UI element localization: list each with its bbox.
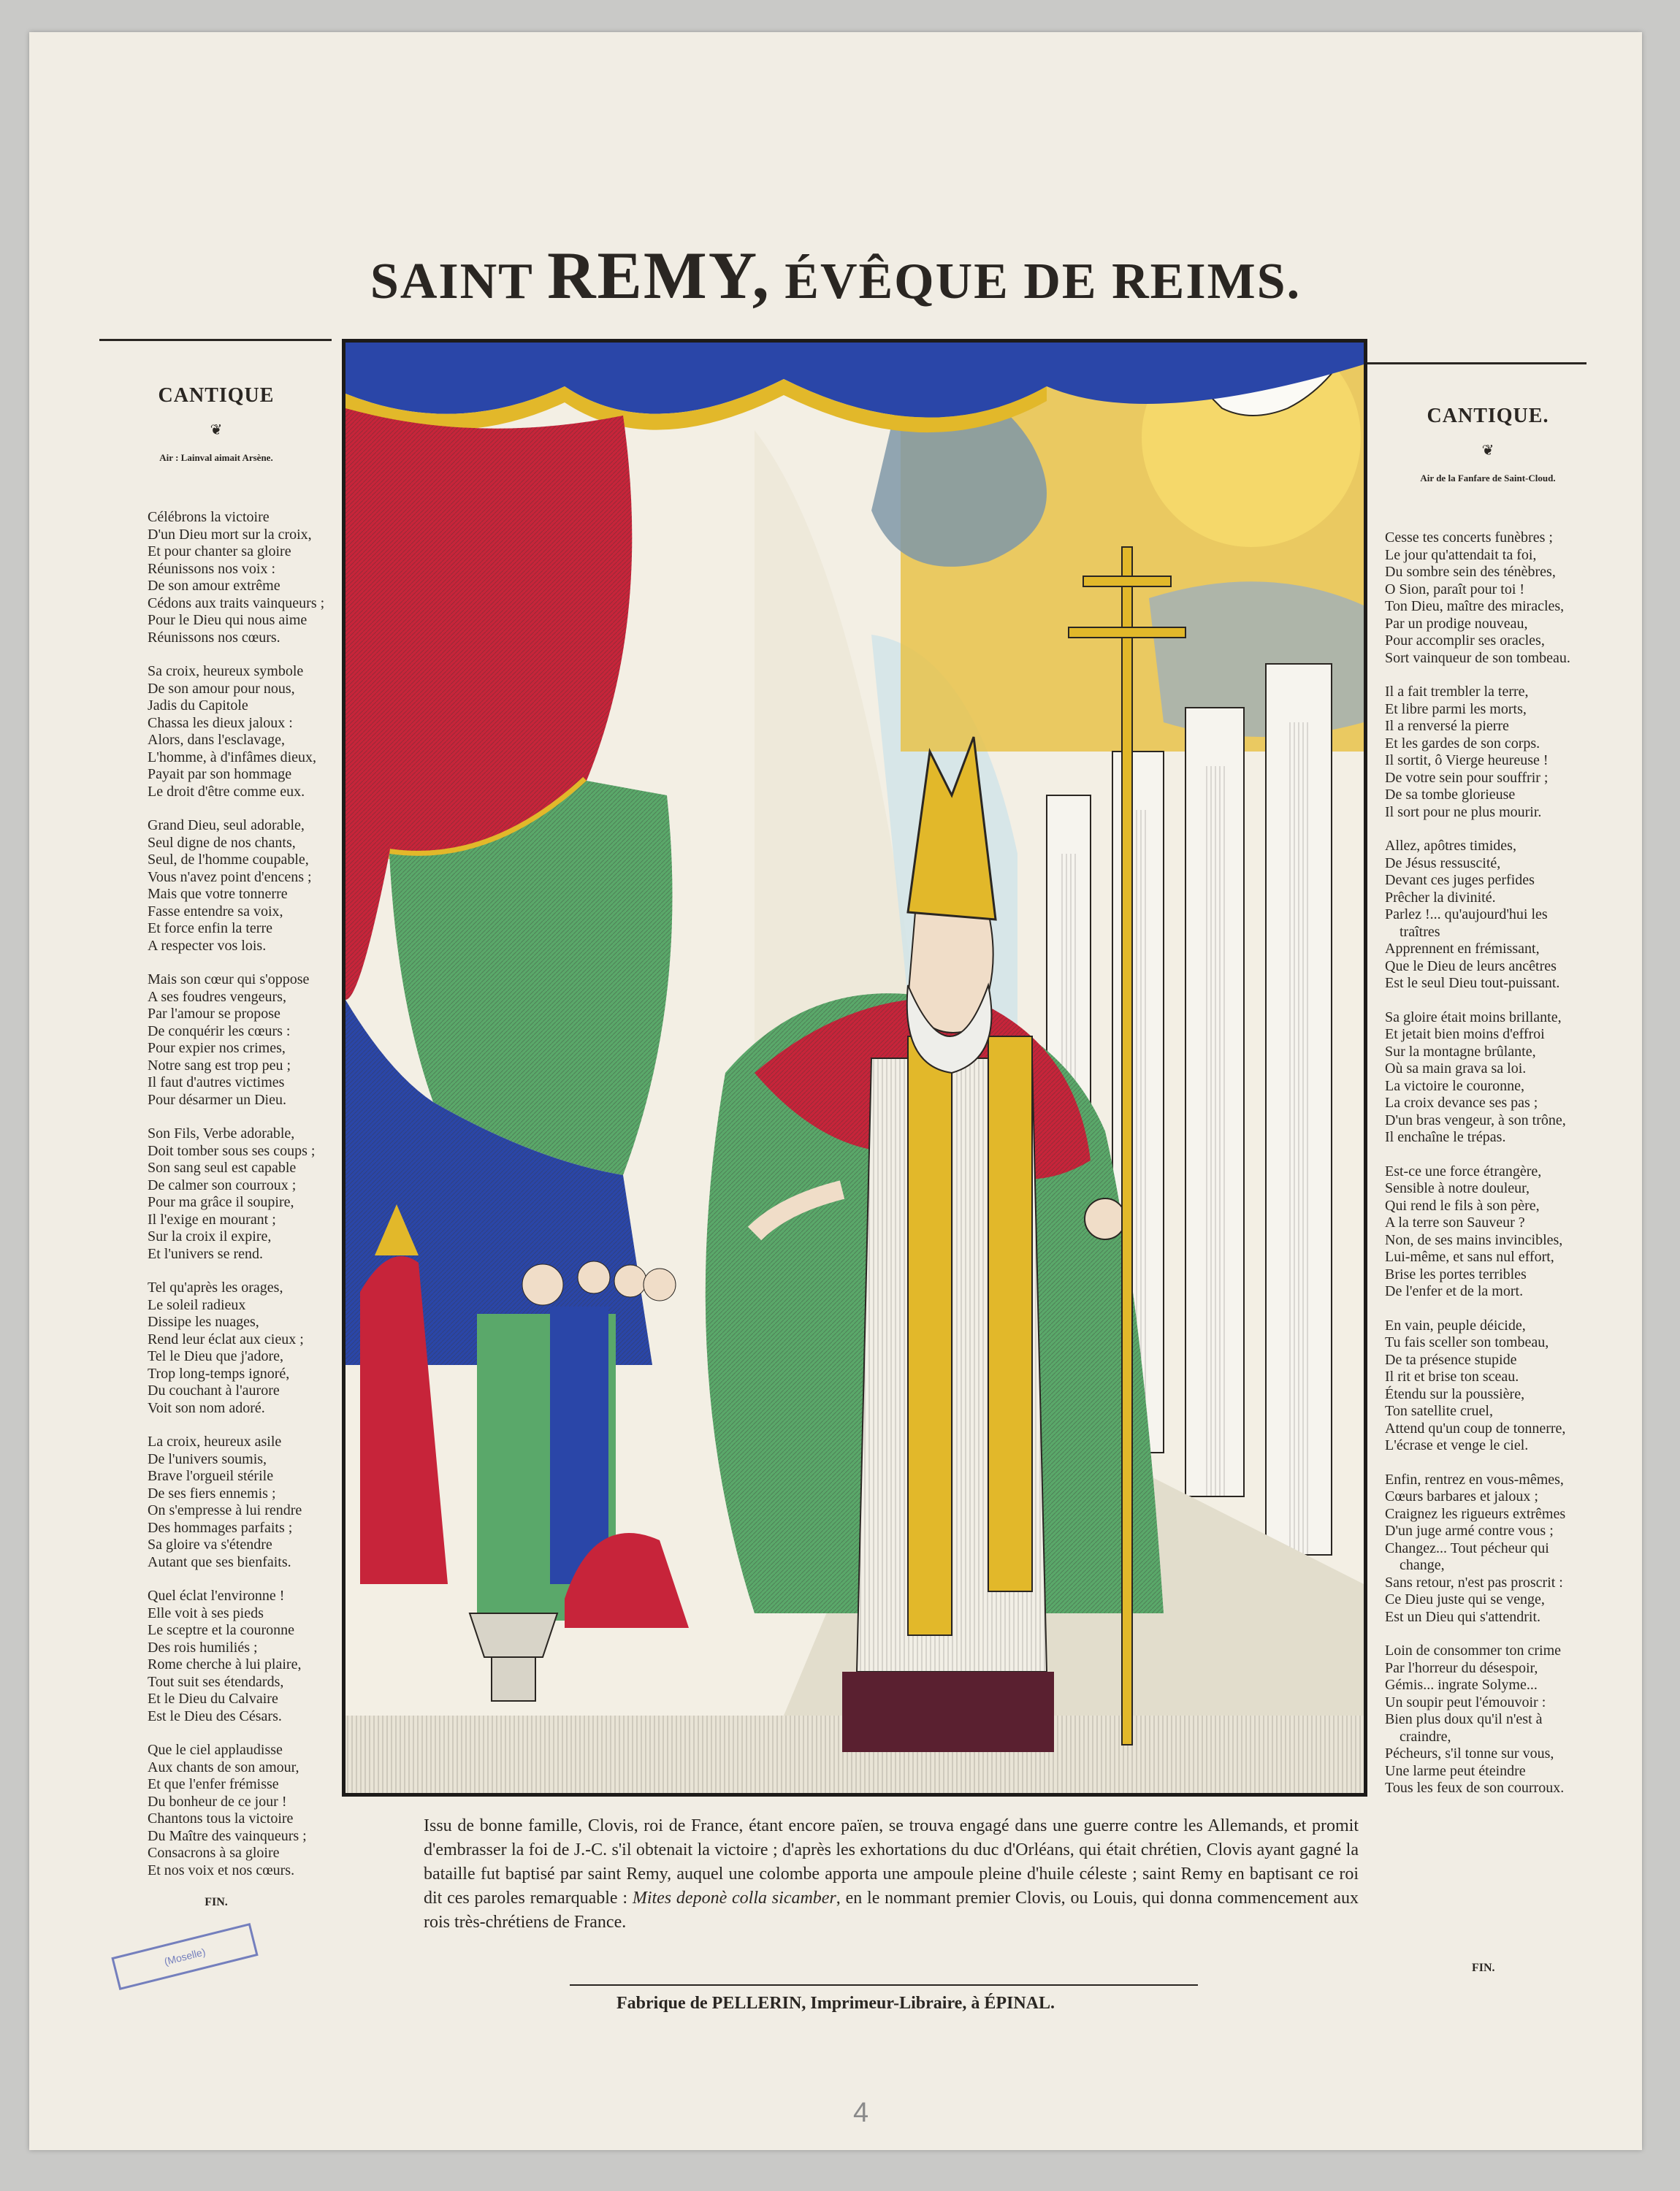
font-basin xyxy=(470,1613,557,1657)
left-stanza: Que le ciel applaudisse Aux chants de son amour, Et que l'enfer frémisse Du bonheur de ce jour ! Chantons tous la victoire Du Maître des vainqueurs ; Consacrons à sa gloire Et nos voix et nos cœurs. xyxy=(148,1742,307,1878)
left-stanza: Grand Dieu, seul adorable, Seul digne de nos chants, Seul, de l'homme coupable, Vous n'avez point d'encens ; Mais que votre tonnerre Fasse entendre sa voix, Et force enfin la terre A respecter vos lois. xyxy=(148,817,312,954)
left-cantique-heading: CANTIQUE xyxy=(158,384,275,407)
left-stanza: Mais son cœur qui s'oppose A ses foudres vengeurs, Par l'amour se propose De conquérir les cœurs : Pour expier nos crimes, Notre sang est trop peu ; Il faut d'autres victimes Pour désarmer un Dieu. xyxy=(148,971,310,1108)
right-cantique-heading: CANTIQUE. xyxy=(1427,405,1549,427)
left-ornament-icon: ❦ xyxy=(210,422,223,438)
right-stanza: Il a fait trembler la terre, Et libre parmi les morts, Il a renversé la pierre Et les gardes de son corps. Il sortit, ô Vierge heureuse ! De votre sein pour souffrir ; De sa tombe glorieuse Il sort pour ne plus mourir. xyxy=(1385,684,1549,820)
caption-latin-quote: Mites deponè colla sicamber xyxy=(632,1889,836,1908)
left-stanza: Tel qu'après les orages, Le soleil radieux Dissipe les nuages, Rend leur éclat aux cieux ; Tel le Dieu que j'adore, Trop long-temps ignoré, Du couchant à l'aurore Voit son nom adoré. xyxy=(148,1280,304,1416)
left-air-line: Air : Lainval aimait Arsène. xyxy=(159,452,273,463)
right-cantique xyxy=(1367,405,1608,1814)
engraving-illustration xyxy=(342,339,1367,1797)
left-fin: FIN. xyxy=(205,1896,228,1908)
right-ornament-icon: ❦ xyxy=(1481,443,1494,459)
left-stanza: Sa croix, heureux symbole De son amour pour nous, Jadis du Capitole Chassa les dieux jaloux : Alors, dans l'esclavage, L'homme, à d'infâmes dieux, Payait par son hommage Le droit d'être comme eux. xyxy=(148,663,317,800)
right-stanza: Enfin, rentrez en vous-mêmes, Cœurs barbares et jaloux ; Craignez les rigueurs extrêmes D'un juge armé contre vous ; Changez... Tout pécheur qui change, Sans retour, n'est pas proscrit : Ce Dieu juste qui se venge, Est un Dieu qui s'attendrit. xyxy=(1385,1471,1566,1625)
right-stanza: En vain, peuple déicide, Tu fais sceller son tombeau, De ta présence stupide Il rit et brise ton sceau. Étendu sur la poussière, Ton satellite cruel, Attend qu'un coup de tonnerre, L'écrase et venge le ciel. xyxy=(1385,1317,1566,1453)
right-stanza: Est-ce une force étrangère, Sensible à notre douleur, Qui rend le fils à son père, A la terre son Sauveur ? Non, de ses mains invincibles, Lui-même, et sans nul effort, Brise les portes terribles De l'enfer et de la mort. xyxy=(1385,1163,1563,1299)
right-stanza: Cesse tes concerts funèbres ; Le jour qu'attendait ta foi, Du sombre sein des ténèbres, O Sion, paraît pour toi ! Ton Dieu, maître des miracles, Par un prodige nouveau, Pour accomplir ses oracles, Sort vainqueur de son tombeau. xyxy=(1385,529,1570,666)
pencil-mark: 4 xyxy=(853,2098,869,2128)
right-air-line: Air de la Fanfare de Saint-Cloud. xyxy=(1420,473,1556,483)
left-stanza: Quel éclat l'environne ! Elle voit à ses pieds Le sceptre et la couronne Des rois humiliés ; Rome cherche à lui plaire, Tout suit ses étendards, Et le Dieu du Calvaire Est le Dieu des Césars. xyxy=(148,1588,302,1724)
left-stanza: Célébrons la victoire D'un Dieu mort sur la croix, Et pour chanter sa gloire Réunissons nos voix : De son amour extrême Cédons aux traits vainqueurs ; Pour le Dieu qui nous aime Réunissons nos cœurs. xyxy=(148,509,325,646)
caption-paragraph: Issu de bonne famille, Clovis, roi de France, étant encore païen, se trouva engagé dans une guerre contre les Allemands, et promit d'embrasser la foi de J.-C. s'il obtenait la victoire ; d'après les exhortations du duc d'Orléans, qui était chrétien, Clovis ayant gagné la bataille fut baptisé par saint Remy, auquel une colombe apporta une ampoule pleine d'huile céleste ; saint Remy en baptisant ce roi dit ces paroles remarquable : Mites deponè colla sicamber, en le nommant premier Clovis, ou Louis, qui donna commencement aux rois très-chrétiens de France. xyxy=(424,1816,1359,1932)
right-stanza: Loin de consommer ton crime Par l'horreur du désespoir, Gémis... ingrate Solyme... Un soupir peut l'émouvoir : Bien plus doux qu'il n'est à craindre, Pécheurs, s'il tonne sur vous, Une larme peut éteindre Tous les feux de son courroux. xyxy=(1385,1643,1565,1796)
left-stanza: La croix, heureux asile De l'univers soumis, Brave l'orgueil stérile De ses fiers ennemis ; On s'empresse à lui rendre Des hommages parfaits ; Sa gloire va s'étendre Autant que ses bienfaits. xyxy=(148,1434,302,1570)
left-cantique xyxy=(99,384,333,1909)
imprint-rule xyxy=(570,1984,1198,1986)
right-stanza: Sa gloire était moins brillante, Et jetait bien moins d'effroi Sur la montagne brûlante, Où sa main grava sa loi. La victoire le couronne, La croix devance ses pas ; D'un bras vengeur, à son trône, Il enchaîne le trépas. xyxy=(1385,1009,1566,1145)
library-stamp: (Moselle) xyxy=(111,1923,258,1990)
print-sheet xyxy=(29,32,1642,2150)
left-stanza: Son Fils, Verbe adorable, Doit tomber sous ses coups ; Son sang seul est capable De calmer son courroux ; Pour ma grâce il soupire, Il l'exige en mourant ; Sur la croix il expire, Et l'univers se rend. xyxy=(148,1125,316,1262)
left-header-rule xyxy=(99,339,332,341)
imprint-line: Fabrique de PELLERIN, Imprimeur-Libraire, à ÉPINAL. xyxy=(616,1994,1055,2013)
right-stanza: Allez, apôtres timides, De Jésus ressuscité, Devant ces juges perfides Prêcher la divinité. Parlez !... qu'aujourd'hui les traîtres Apprennent en frémissant, Que le Dieu de leurs ancêtres Est le seul Dieu tout-puissant. xyxy=(1385,838,1560,991)
right-fin: FIN. xyxy=(1472,1962,1495,1974)
saint-remy-engraving xyxy=(345,343,1364,1793)
page-title: SAINT REMY, ÉVÊQUE DE REIMS. xyxy=(370,238,1302,313)
right-header-rule xyxy=(1367,362,1587,364)
stole xyxy=(908,1036,952,1635)
